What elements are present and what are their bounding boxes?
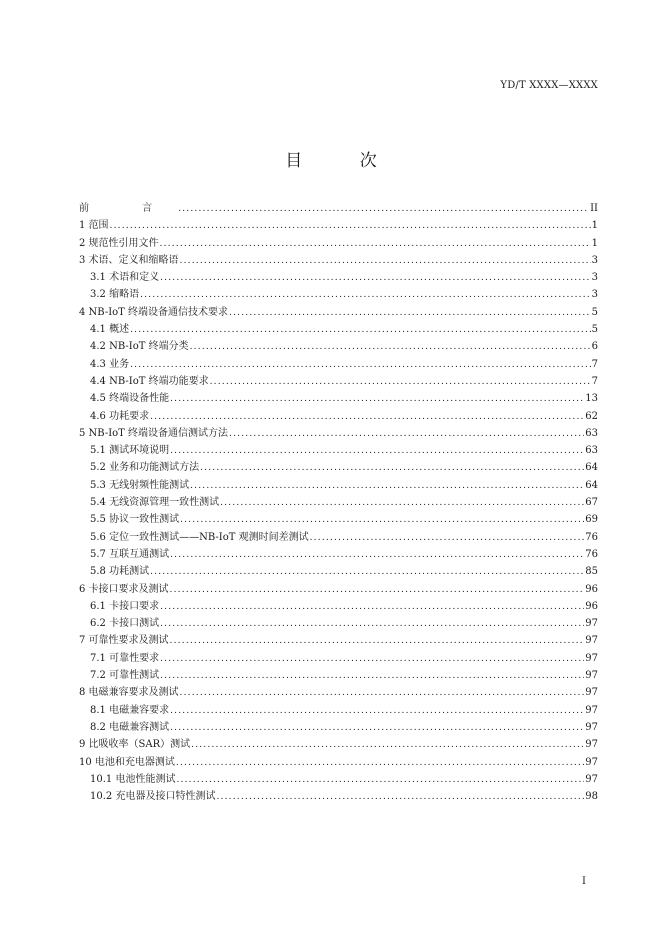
toc-entry-page: 6 xyxy=(591,341,598,353)
toc-entry-page: 69 xyxy=(585,514,598,526)
toc-entry-page: 64 xyxy=(585,479,598,491)
toc-dot-leader xyxy=(190,478,584,494)
toc-dot-leader xyxy=(176,755,584,771)
toc-entry-label: 4.3 业务 xyxy=(90,358,130,370)
toc-entry-page: 97 xyxy=(585,618,598,630)
toc-entry-label: 1 范围 xyxy=(79,220,109,232)
toc-dot-leader xyxy=(160,651,584,667)
toc-entry[interactable] xyxy=(79,754,598,771)
toc-dot-leader xyxy=(190,339,591,355)
toc-dot-leader xyxy=(160,616,584,632)
toc-entry-page: 62 xyxy=(585,410,598,422)
toc-entry-page: 97 xyxy=(585,739,598,751)
toc-entry[interactable] xyxy=(79,632,598,649)
toc-entry-label: 3.2 缩略语 xyxy=(90,289,140,301)
toc-dot-leader xyxy=(180,253,591,269)
toc-entry[interactable] xyxy=(79,719,598,736)
toc-entry-page: 97 xyxy=(585,687,598,699)
toc-entry[interactable] xyxy=(79,442,598,459)
toc-entry-label: 8.2 电磁兼容测试 xyxy=(90,721,170,733)
toc-entry-page: 5 xyxy=(591,306,598,318)
toc-entry-label: 6 卡接口要求及测试 xyxy=(79,583,169,595)
toc-entry[interactable] xyxy=(79,408,598,425)
toc-entry-label: 5.4 无线资源管理一致性测试 xyxy=(90,497,220,509)
toc-entry-page: 63 xyxy=(585,445,598,457)
toc-entry-label: 5.5 协议一致性测试 xyxy=(90,514,180,526)
toc-entry-label: 6.2 卡接口测试 xyxy=(90,618,160,630)
toc-entry-page: 97 xyxy=(585,773,598,785)
toc-entry[interactable] xyxy=(79,529,598,546)
toc-entry[interactable] xyxy=(79,390,598,407)
toc-entry-page: 85 xyxy=(585,566,598,578)
toc-dot-leader xyxy=(180,685,585,701)
toc-entry[interactable] xyxy=(79,304,598,321)
toc-entry-page: 97 xyxy=(585,756,598,768)
toc-entry-page: 63 xyxy=(585,427,598,439)
toc-entry[interactable] xyxy=(79,321,598,338)
toc-entry[interactable] xyxy=(79,511,598,528)
toc-entry-page: 97 xyxy=(585,704,598,716)
toc-entry[interactable] xyxy=(79,736,598,753)
toc-entry[interactable] xyxy=(79,252,598,269)
toc-dot-leader xyxy=(170,443,584,459)
toc-dot-leader xyxy=(229,426,584,442)
toc-entry[interactable] xyxy=(79,563,598,580)
toc-entry-page: II xyxy=(590,203,598,214)
toc-entry-label: 3 术语、定义和缩略语 xyxy=(79,254,179,266)
toc-entry[interactable] xyxy=(79,269,598,286)
toc-dot-leader xyxy=(130,357,591,373)
toc-entry-label: 7.1 可靠性要求 xyxy=(90,652,160,664)
toc-entry-page: 5 xyxy=(591,324,598,336)
toc-entry[interactable] xyxy=(79,650,598,667)
toc-entry[interactable] xyxy=(79,459,598,476)
toc-entry[interactable] xyxy=(79,373,598,390)
toc-entry-page: 76 xyxy=(585,531,598,543)
toc-dot-leader xyxy=(160,599,584,615)
toc-dot-leader xyxy=(178,201,589,217)
toc-entry-label: 4.5 终端设备性能 xyxy=(90,393,170,405)
toc-entry-label: 5 NB-IoT 终端设备通信测试方法 xyxy=(79,427,229,439)
toc-entry-page: 1 xyxy=(591,220,598,232)
toc-dot-leader xyxy=(150,409,584,425)
toc-entry-label: 4.1 概述 xyxy=(90,324,130,336)
toc-entry-page: 3 xyxy=(591,254,598,266)
toc-dot-leader xyxy=(160,668,584,684)
toc-dot-leader xyxy=(170,547,584,563)
toc-entry-label: 5.2 业务和功能测试方法 xyxy=(90,462,200,474)
toc-entry-label: 8 电磁兼容要求及测试 xyxy=(79,687,179,699)
toc-dot-leader xyxy=(130,322,591,338)
toc-entry[interactable] xyxy=(79,338,598,355)
toc-entry-label: 2 规范性引用文件 xyxy=(79,237,159,249)
toc-entry-label: 4.2 NB-IoT 终端分类 xyxy=(90,341,189,353)
toc-entry-page: 64 xyxy=(585,462,598,474)
toc-dot-leader xyxy=(150,564,584,580)
toc-entry-page: 1 xyxy=(591,237,598,249)
toc-entry[interactable] xyxy=(79,615,598,632)
toc-entry[interactable] xyxy=(79,581,598,598)
toc-entry-label: 5.3 无线射频性能测试 xyxy=(90,479,190,491)
toc-entry-page: 76 xyxy=(585,548,598,560)
toc-entry-page: 96 xyxy=(585,600,598,612)
toc-entry[interactable] xyxy=(79,217,598,234)
toc-entry-page: 67 xyxy=(585,497,598,509)
toc-entry-label: 10.1 电池性能测试 xyxy=(90,773,176,785)
toc-entry-label: 4.4 NB-IoT 终端功能要求 xyxy=(90,375,209,387)
toc-entry[interactable] xyxy=(79,200,598,217)
table-of-contents xyxy=(79,200,598,805)
toc-dot-leader xyxy=(310,530,585,546)
toc-entry[interactable] xyxy=(79,286,598,303)
toc-entry-page: 96 xyxy=(585,583,598,595)
toc-dot-leader xyxy=(170,633,585,649)
toc-dot-leader xyxy=(180,512,584,528)
toc-entry[interactable] xyxy=(79,425,598,442)
toc-entry[interactable] xyxy=(79,667,598,684)
toc-entry-label: 5.7 互联互通测试 xyxy=(90,548,170,560)
toc-entry-page: 3 xyxy=(591,272,598,284)
toc-entry-label: 5.6 定位一致性测试——NB-IoT 观测时间差测试 xyxy=(90,531,309,543)
toc-entry[interactable] xyxy=(79,235,598,252)
toc-entry[interactable] xyxy=(79,598,598,615)
toc-dot-leader xyxy=(170,391,584,407)
toc-entry-label: 7.2 可靠性测试 xyxy=(90,670,160,682)
toc-entry[interactable] xyxy=(79,494,598,511)
toc-dot-leader xyxy=(110,218,591,234)
toc-entry-label: 6.1 卡接口要求 xyxy=(90,600,160,612)
toc-dot-leader xyxy=(191,737,584,753)
toc-dot-leader xyxy=(140,287,591,303)
toc-entry[interactable] xyxy=(79,771,598,788)
toc-entry-label: 5.8 功耗测试 xyxy=(90,566,150,578)
toc-dot-leader xyxy=(176,772,584,788)
toc-dot-leader xyxy=(200,460,584,476)
toc-dot-leader xyxy=(160,270,591,286)
toc-entry-page: 7 xyxy=(591,375,598,387)
toc-dot-leader xyxy=(170,703,584,719)
toc-dot-leader xyxy=(170,582,585,598)
toc-entry-label: 3.1 术语和定义 xyxy=(90,272,160,284)
toc-dot-leader xyxy=(210,374,591,390)
toc-entry-label: 5.1 测试环境说明 xyxy=(90,445,170,457)
toc-entry-label: 10.2 充电器及接口特性测试 xyxy=(90,791,216,803)
toc-dot-leader xyxy=(229,305,591,321)
toc-entry[interactable] xyxy=(79,788,598,805)
toc-entry-page: 7 xyxy=(591,358,598,370)
toc-dot-leader xyxy=(216,789,584,805)
toc-entry-label: 4.6 功耗要求 xyxy=(90,410,150,422)
toc-entry-label: 9 比吸收率（SAR）测试 xyxy=(79,739,191,751)
toc-entry[interactable] xyxy=(79,684,598,701)
toc-entry[interactable] xyxy=(79,702,598,719)
toc-entry-label: 7 可靠性要求及测试 xyxy=(79,635,169,647)
toc-entry-page: 97 xyxy=(585,670,598,682)
toc-title: 目 次 xyxy=(285,151,403,171)
toc-entry-label: 前 言 xyxy=(79,203,178,214)
toc-entry-page: 97 xyxy=(585,721,598,733)
toc-entry-page: 97 xyxy=(585,652,598,664)
toc-entry-page: 3 xyxy=(591,289,598,301)
toc-entry-page: 98 xyxy=(585,791,598,803)
toc-entry[interactable] xyxy=(79,477,598,494)
toc-dot-leader xyxy=(160,236,591,252)
toc-entry-label: 10 电池和充电器测试 xyxy=(79,756,175,768)
toc-entry[interactable] xyxy=(79,356,598,373)
toc-entry-label: 8.1 电磁兼容要求 xyxy=(90,704,170,716)
document-code: YD/T XXXX—XXXX xyxy=(500,80,598,91)
toc-entry-page: 97 xyxy=(585,635,598,647)
toc-dot-leader xyxy=(170,720,584,736)
toc-entry[interactable] xyxy=(79,546,598,563)
toc-entry-page: 13 xyxy=(585,393,598,405)
page-number: I xyxy=(582,876,586,887)
toc-dot-leader xyxy=(220,495,584,511)
toc-entry-label: 4 NB-IoT 终端设备通信技术要求 xyxy=(79,306,229,318)
